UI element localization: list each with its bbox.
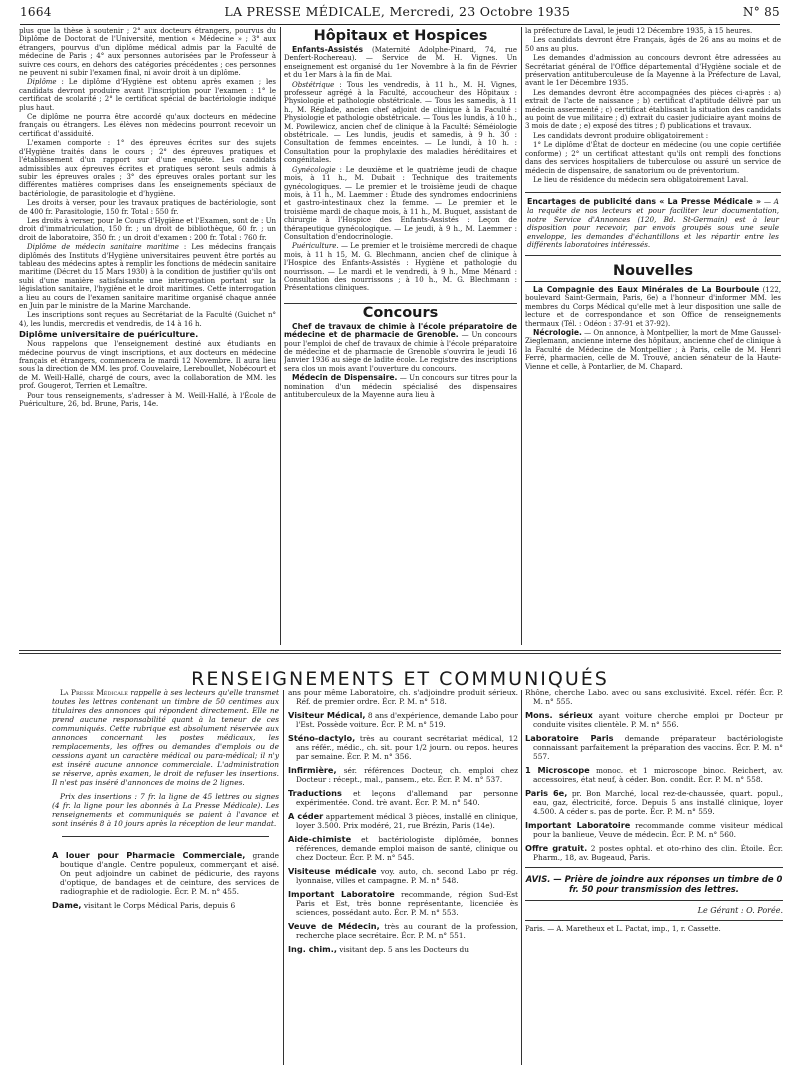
- classified-ad: Infirmière, sér. références Docteur, ch. emploi chez Docteur : récept., mal., pansem., etc. Écr. P. M. n° 537.: [288, 765, 518, 784]
- classified-ad: Important Laboratoire recommande, région Sud-Est Paris et Est, très bonne représentante, licenciée ès sciences, possédant auto. Écr. P. M. n° 553.: [288, 889, 518, 917]
- classified-ad: Sténo-dactylo, très au courant secrétariat médical, 12 ans référ., médic., ch. sit. pour 1/2 journ. ou repos. heures par semaine. Écr. P. M. n° 356.: [288, 733, 518, 761]
- classified-ad: Dame, visitant le Corps Médical Paris, depuis 6: [52, 900, 236, 910]
- section-rule: [62, 836, 269, 837]
- paragraph: Diplôme : Le diplôme d'Hygiène est obtenu après examen ; les candidats devront produire avant l'inscription pour l'examen : 1° le certificat de scolarité ; 2° le certificat spécial de bactériologie indiqué plus haut.: [19, 78, 276, 112]
- section-divider: [19, 653, 781, 654]
- classified-ad: Important Laboratoire recommande comme visiteur médical pour la banlieue, Veuve de médecin. Écr. P. M. n° 560.: [525, 820, 783, 839]
- paragraph: plus que la thèse à soutenir ; 2° aux docteurs étrangers, pourvus du Diplôme de Doctorat de l'Université, mention « Médecine » ; 3° aux étrangers, pourvus d'un diplôme médical admis par la Faculté de médecine de Paris ; 4° aux personnes autorisées par le Professeur à suivre ces cours, en dehors des catégories précédentes ; ces personnes ne peuvent ni subir l'examen final, ni avoir droit à un diplôme.: [19, 27, 276, 78]
- column-divider: [521, 27, 522, 645]
- paragraph: La Compagnie des Eaux Minérales de La Bourboule (122, boulevard Saint-Germain, Paris, 6e) a l'honneur d'informer MM. les membres du Corps Médical qu'elle met à leur disposition une salle de lecture et de correspondance et son Office de renseignements thermaux (Tél. : Odéon : 37-91 et 37-92).: [525, 284, 781, 328]
- section-heading: Diplôme universitaire de puériculture.: [19, 329, 199, 340]
- classifieds-column-3: [525, 688, 783, 1068]
- column-divider: [521, 690, 522, 1065]
- classified-ad: Ing. chim., visitant dep. 5 ans les Docteurs du: [288, 944, 469, 954]
- classified-ad: Laboratoire Paris demande préparateur bactériologiste connaissant parfaitement la préparation des vaccins. Écr. P. M. n° 557.: [525, 733, 783, 761]
- paragraph: Les demandes d'admission au concours devront être adressées au Secrétariat général de l'Office départemental d'Hygiène sociale et de préservation antituberculeuse de la Mayenne à la Préfecture de Laval, avant le 1er Décembre 1935.: [525, 54, 781, 88]
- paragraph: la préfecture de Laval, le jeudi 12 Décembre 1935, à 15 heures.: [525, 27, 753, 35]
- paragraph: Les droits à verser, pour les travaux pratiques de bactériologie, sont de 400 fr. Parasitologie, 150 fr. Total : 550 fr.: [19, 199, 276, 216]
- paragraph: Les candidats devront être Français, âgés de 26 ans au moins et de 50 ans au plus.: [525, 36, 781, 53]
- publicity-notice: Encartages de publicité dans « La Presse Médicale » — A la requête de nos lecteurs et pour faciliter leur documentation, notre Service d'Annonces (120, Bd. St-Germain) est à leur disposition pour recevoir, par envois groupés sous une seule enveloppe, les demandes d'échantillons et les répartir entre les différents laboratoires intéressés.: [525, 192, 781, 256]
- column-divider: [280, 27, 281, 645]
- section-title: Nouvelles: [612, 262, 694, 279]
- paragraph: Puériculture. — Le premier et le troisième mercredi de chaque mois, à 11 h 15, M. G. Blechmann, ancien chef de clinique à l'Hospice des Enfants-Assistés : Hygiène et pathologie du nourrisson. — Le mardi et le vendredi, à 9 h., Mme Ménard : Consultation des nourrissons ; à 10 h., M. G. Blechmann : Présentations cliniques.: [284, 242, 517, 293]
- paragraph: Les droits à verser, pour le Cours d'Hygiène et l'Examen, sont de : Un droit d'immatriculation, 150 fr. ; un droit de bibliothèque, 60 fr. ; un droit de laboratoire, 350 fr. ; un droit d'examen : 200 fr. Total : 760 fr.: [19, 216, 276, 242]
- classified-ad: ans pour même Laboratoire, ch. s'adjoindre produit sérieux. Réf. de premier ordre. Écr. P. M. n° 518.: [288, 688, 518, 706]
- section-divider: [19, 650, 781, 651]
- running-head: [20, 4, 780, 22]
- paragraph: Le lieu de résidence du médecin sera obligatoirement Laval.: [533, 175, 749, 184]
- paragraph: Enfants-Assistés (Maternité Adolphe-Pinard, 74, rue Denfert-Rochereau). — Service de M. H. Vignes. Un enseignement est organisé du 1er Novembre à la fin de Février et du 1er Mars à la fin de Mai.: [284, 45, 517, 80]
- classified-ad: Veuve de Médecin, très au courant de la profession, recherche place secrétaire. Écr. P. M. n° 551.: [288, 921, 518, 940]
- header-rule: [20, 24, 780, 25]
- column-1: [19, 27, 276, 645]
- issue-number: N° 85: [742, 5, 780, 19]
- classified-ad: A louer pour Pharmacie Commerciale, grande boutique d'angle. Centre populeux, commerçant et aisé. On peut adjoindre un cabinet de pédicurie, des rayons d'optique, de bandages et de ceinture, des services de radiographie et de radiologie. Écr. P. M. n° 455.: [52, 850, 279, 896]
- printer-line: Paris. — A. Maretheux et L. Pactat, imp., 1, r. Cassette.: [525, 920, 783, 934]
- paragraph: Nous rappelons que l'enseignement destiné aux étudiants en médecine pourvus de vingt inscriptions, et aux docteurs en médecine français et étrangers, commencera le mardi 12 Novembre. Il aura lieu sous la direction de MM. les prof. Couvelaire, Lereboullet, Nobécourt et de M. Weill-Hallé, chargé de cours, avec la collaboration de MM. les prof. Gougerot, Terrien et Lemaître.: [19, 340, 276, 391]
- paragraph: Diplôme de médecin sanitaire maritime : Les médecins français diplômés des Instituts d'Hygiène universitaires peuvent être portés au tableau des médecins aptes à remplir les fonctions de médecin sanitaire maritime (Décret du 15 Mars 1930) à la condition de justifier qu'ils ont subi d'une manière satisfaisante une interrogation portant sur la législation sanitaire, l'hygiène et le droit maritimes. Cette interrogation a lieu au cours de l'examen sanitaire maritime organisé chaque année en Juin par le ministre de la Marine Marchande.: [19, 243, 276, 310]
- classified-ad: Visiteuse médicale voy. auto, ch. second Labo pr rég. lyonnaise, villes et campagne. P. M. n° 548.: [288, 866, 518, 885]
- paragraph: Chef de travaux de chimie à l'école préparatoire de médecine et de pharmacie de Grenoble. — Un concours pour l'emploi de chef de travaux de chimie à l'école préparatoire de médecine et de pharmacie de Grenoble s'ouvrira le jeudi 16 Janvier 1936 au siège de ladite école. Le registre des inscriptions sera clos un mois avant l'ouverture du concours.: [284, 321, 517, 373]
- column-2: [284, 27, 517, 645]
- classified-ad: Mons. sérieux ayant voiture cherche emploi pr Docteur pr conduite visites clientèle. P. M. n° 556.: [525, 710, 783, 729]
- column-divider: [283, 690, 284, 1065]
- section-title: Concours: [362, 304, 439, 321]
- section-banner: RENSEIGNEMENTS ET COMMUNIQUÉS: [191, 668, 609, 690]
- classifieds-column-2: [288, 688, 518, 1068]
- section-rule: [284, 303, 517, 304]
- page-number: 1664: [20, 5, 52, 19]
- paragraph: Les inscriptions sont reçues au Secrétariat de la Faculté (Guichet n° 4), les lundis, mercredis et vendredis, de 14 à 16 h.: [19, 311, 276, 328]
- classified-ad: A céder appartement médical 3 pièces, installé en clinique, loyer 3.500. Prix modéré, 21, rue Brézin, Paris (14e).: [288, 811, 518, 830]
- paragraph: Obstétrique : Tous les vendredis, à 11 h., M. H. Vignes, professeur agrégé à la Faculté, accoucheur des Hôpitaux : Physiologie et pathologie obstétricale. — Tous les samedis, à 11 h., M. Réglade, ancien chef adjoint de clinique à la Faculté : Physiologie et pathologie obstétricale. — Tous les lundis, à 10 h., M. Powilewicz, ancien chef de clinique à la Faculté: Séméiologie obstétricale. — Les lundis, jeudis et samedis, à 9 h. 30 : Consultation de femmes enceintes. — Le lundi, à 10 h. : Consultation pour la prophylaxie des maladies héréditaires et congénitales.: [284, 80, 517, 165]
- paragraph: 1° Le diplôme d'État de docteur en médecine (ou une copie certifiée conforme) ; 2° un certificat attestant qu'ils ont rempli des fonctions dans des services hospitaliers de tuberculose ou assuré un service de médecin de dispensaire, de sanatorium ou de préventorium.: [525, 141, 781, 175]
- section-rule: [525, 281, 781, 282]
- manager-signature: Le Gérant : O. Porée.: [697, 906, 783, 915]
- paragraph: Ce diplôme ne pourra être accordé qu'aux docteurs en médecine français ou étrangers. Les élèves non médecins pourront recevoir un certificat d'assiduité.: [19, 113, 276, 138]
- classifieds-column-1: [52, 688, 279, 1068]
- classified-ad: Paris 6e, pr. Bon Marché, local rez-de-chaussée, quart. popul., eau, gaz, électricité, force. Depuis 5 ans installé clinique, loyer 4.500. A céder s. pas de porte. Écr. P. M. n° 559.: [525, 788, 783, 816]
- paragraph: Gynécologie : Le deuxième et le quatrième jeudi de chaque mois, à 11 h., M. Dubait : Technique des traitements gynécologiques. — Le premier et le troisième jeudi de chaque mois, à 11 h., M. Laemmer : Étude des syndromes endocriniens et gastro-intestinaux chez la femme. — Le premier et le troisième mardi de chaque mois, à 11 h., M. Buquet, assistant de chirurgie à l'Hospice des Enfants-Assistés : Leçon de thérapeutique gynécologique. — Le jeudi, à 9 h., M. Laemmer : Consultation d'endocrinologie.: [284, 165, 517, 241]
- classified-ad: Visiteur Médical, 8 ans d'expérience, demande Labo pour l'Est. Possède voiture. Écr. P. M. n° 519.: [288, 710, 518, 729]
- classified-ad: 1 Microscope monoc. et 1 microscope binoc. Reichert, av. accessoires, état neuf, à céder. Bon. condit. Écr. P. M. n° 558.: [525, 765, 783, 784]
- classified-ad: Rhône, cherche Labo. avec ou sans exclusivité. Excel. référ. Écr. P. M. n° 555.: [525, 688, 783, 706]
- classified-ad: Traductions et leçons d'allemand par personne expérimentée. Cond. trè avant. Écr. P. M. n° 540.: [288, 788, 518, 807]
- classified-ad: Aide-chimiste et bactériologiste diplômée, bonnes références, demande emploi maison de santé, clinique ou chez Docteur. Écr. P. M. n° 545.: [288, 834, 518, 862]
- paragraph: Médecin de Dispensaire. — Un concours sur titres pour la nomination d'un médecin spécialisé des dispensaires antituberculeux de la Mayenne aura lieu à: [284, 373, 517, 400]
- paragraph: Nécrologie. — On annonce, à Montpellier, la mort de Mme Gaussel-Zieglemann, ancienne interne des hôpitaux, ancienne chef de clinique à la Faculté de Médecine de Montpellier ; à Paris, celle de M. Henri Ferré, pharmacien, celle de M. Trouvé, ancien sénateur de la Haute-Vienne et celle, à Pontarlier, de M. Chapard.: [525, 327, 781, 371]
- paragraph: Les candidats devront produire obligatoirement :: [533, 131, 709, 140]
- column-3: [525, 27, 781, 645]
- section-title: Hôpitaux et Hospices: [313, 28, 488, 44]
- prices-paragraph: Prix des insertions : 7 fr. la ligne de 45 lettres ou signes (4 fr. la ligne pour les abonnés à La Presse Médicale). Les renseignements et communiqués se paient à l'avance et sont insérés 8 à 10 jours après la réception de leur mandat.: [52, 792, 279, 828]
- journal-title: LA PRESSE MÉDICALE, Mercredi, 23 Octobre 1935: [224, 4, 571, 19]
- notice-box: AVIS. — Prière de joindre aux réponses un timbre de 0 fr. 50 pour transmission des lettres.: [525, 867, 783, 901]
- paragraph: L'examen comporte : 1° des épreuves écrites sur des sujets d'Hygiène traités dans le cours ; 2° des épreuves pratiques et l'établissement d'un rapport sur d'une enquête. Les candidats admissibles aux épreuves écrites et pratiques seront seuls admis à subir les épreuves orales ; 3° des épreuves orales portant sur les différentes matières comprises dans les enseignements spéciaux de bactériologie, de parasitologie et d'hygiène.: [19, 139, 276, 198]
- classified-ad: Offre gratuit. 2 postes ophtal. et oto-rhino des clin. Étoile. Écr. Pharm., 18, av. Bugeaud, Paris.: [525, 843, 783, 862]
- intro-paragraph: La Presse Médicale rappelle à ses lecteurs qu'elle transmet toutes les lettres contenant un timbre de 50 centimes aux titulaires des annonces qui répondent directement. Elle ne prend aucune responsabilité quant à la teneur de ces communiqués. Cette rubrique est absolument réservée aux annonces concernant les postes médicaux, les remplacements, les offres ou demandes d'emplois ou de cessions ayant un caractère médical ou para-médical; il n'y est inséré aucune annonce commerciale. L'administration se réserve, après examen, le droit de refuser les insertions. Il n'est pas inséré d'annonces de moins de 2 lignes.: [52, 688, 279, 787]
- paragraph: Pour tous renseignements, s'adresser à M. Weill-Hallé, à l'École de Puériculture, 26, bd. Brune, Paris, 14e.: [19, 391, 276, 409]
- paragraph: Les demandes devront être accompagnées des pièces ci-après : a) extrait de l'acte de naissance ; b) certificat d'aptitude délivré par un médecin assermenté ; c) certificat établissant la situation des candidats au point de vue militaire ; d) extrait du casier judiciaire ayant moins de 3 mois de date ; e) exposé des titres ; f) publications et travaux.: [525, 88, 781, 131]
